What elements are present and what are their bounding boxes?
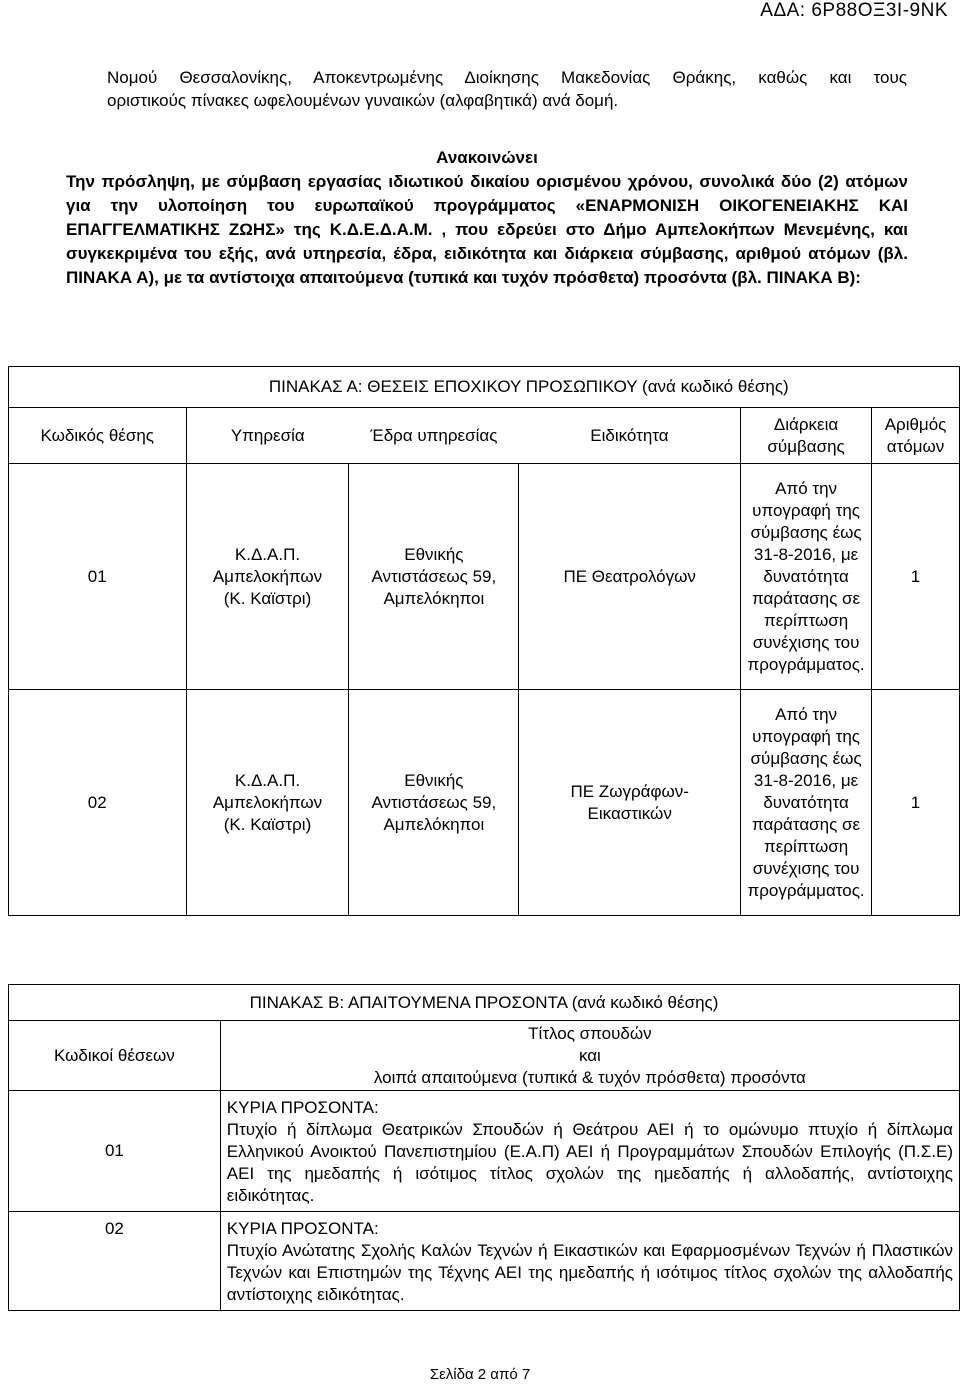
announcement-title: Ανακοινώνει xyxy=(436,148,538,167)
table-row xyxy=(9,464,960,690)
table-a-cell-duration: Από την υπογραφή της σύμβασης έως 31-8-2016, με δυνατότητα παράτασης σε περίπτωση συνέχισης του προγράμματος. xyxy=(741,690,872,916)
table-a-positions xyxy=(8,366,960,916)
table-a-title-spacer xyxy=(9,367,187,408)
table-a-header-specialty: Ειδικότητα xyxy=(519,408,741,464)
table-a-cell-seat: Εθνικής Αντιστάσεως 59, Αμπελόκηποι xyxy=(349,464,519,690)
table-b-cell-code: 02 xyxy=(9,1212,221,1311)
page-number: Σελίδα 2 από 7 xyxy=(429,1366,531,1383)
table-a-cell-count: 1 xyxy=(872,690,960,916)
table-b-cell-requirements xyxy=(220,1091,959,1212)
table-b-header-line-2: και xyxy=(578,1045,601,1065)
table-b-header-requirements xyxy=(220,1021,959,1091)
table-b-req-text: Πτυχίο ή δίπλωμα Θεατρικών Σπουδών ή Θεάτρου ΑΕΙ ή το ομώνυμο πτυχίο ή δίπλωμα Ελληνικού Ανοικτού Πανεπιστημίου (Ε.Α.Π) ΑΕΙ ή Προγραμμάτων Σπουδών Επιλογής (Π.Σ.Ε) ΑΕΙ της ημεδαπής ή ισότιμος τίτλος σχολών της ημεδαπής ή αλλοδαπής, αντίστοιχης ειδικότητας. xyxy=(226,1120,953,1205)
table-b-cell-requirements xyxy=(220,1212,959,1311)
table-row xyxy=(9,690,960,916)
table-a-header-duration: Διάρκεια σύμβασης xyxy=(741,408,872,464)
table-a-cell-specialty: ΠΕ Ζωγράφων-Εικαστικών xyxy=(519,690,741,916)
table-a-cell-code: 02 xyxy=(9,690,187,916)
table-a-header-code: Κωδικός θέσης xyxy=(9,408,187,464)
table-a-header-service: Υπηρεσία xyxy=(186,408,349,464)
table-b-req-label: ΚΥΡΙΑ ΠΡΟΣΟΝΤΑ: xyxy=(226,1219,379,1238)
table-a-title: ΠΙΝΑΚΑΣ Α: ΘΕΣΕΙΣ ΕΠΟΧΙΚΟΥ ΠΡΟΣΩΠΙΚΟΥ (ανά κωδικό θέσης) xyxy=(186,367,872,408)
table-a-cell-code: 01 xyxy=(9,464,187,690)
table-b-req-label: ΚΥΡΙΑ ΠΡΟΣΟΝΤΑ: xyxy=(226,1098,379,1117)
ada-code: ΑΔΑ: 6Ρ88ΟΞ3Ι-9ΝΚ xyxy=(760,0,948,21)
table-row xyxy=(9,1091,960,1212)
table-b-cell-code: 01 xyxy=(9,1091,221,1212)
table-a-header-seat: Έδρα υπηρεσίας xyxy=(349,408,519,464)
table-a-cell-count: 1 xyxy=(872,464,960,690)
announcement-paragraph: Την πρόσληψη, με σύμβαση εργασίας ιδιωτικού δικαίου ορισμένου χρόνου, συνολικά δύο (2) ατόμων για την υλοποίηση του ευρωπαϊκού προγράμματος «ΕΝΑΡΜΟΝΙΣΗ ΟΙΚΟΓΕΝΕΙΑΚΗΣ ΚΑΙ ΕΠΑΓΓΕΛΜΑΤΙΚΗΣ ΖΩΗΣ» της Κ.Δ.Ε.Δ.Α.Μ. , που εδρεύει στο Δήμο Αμπελοκήπων Μενεμένης, και συγκεκριμένα του εξής, ανά υπηρεσία, έδρα, ειδικότητα και διάρκεια σύμβασης, αριθμού ατόμων (βλ. ΠΙΝΑΚΑ Α), με τα αντίστοιχα απαιτούμενα (τυπικά και τυχόν πρόσθετα) προσόντα (βλ. ΠΙΝΑΚΑ Β): xyxy=(66,172,908,287)
intro-line-2: οριστικούς πίνακες ωφελουμένων γυναικών (αλφαβητικά) ανά δομή. xyxy=(107,91,619,110)
table-a-cell-specialty: ΠΕ Θεατρολόγων xyxy=(519,464,741,690)
table-a-header-count: Αριθμός ατόμων xyxy=(872,408,960,464)
table-b-header-codes: Κωδικοί θέσεων xyxy=(9,1021,221,1091)
table-b-title: ΠΙΝΑΚΑΣ Β: ΑΠΑΙΤΟΥΜΕΝΑ ΠΡΟΣΟΝΤΑ (ανά κωδικό θέσης) xyxy=(9,985,960,1021)
table-a-cell-seat: Εθνικής Αντιστάσεως 59, Αμπελόκηποι xyxy=(349,690,519,916)
intro-line-1: Νομού Θεσσαλονίκης, Αποκεντρωμένης Διοίκησης Μακεδονίας Θράκης, καθώς και τους xyxy=(107,68,907,87)
table-b-qualifications xyxy=(8,984,960,1311)
table-a-cell-service: Κ.Δ.Α.Π. Αμπελοκήπων (Κ. Καϊστρι) xyxy=(186,690,349,916)
table-b-header-line-3: λοιπά απαιτούμενα (τυπικά & τυχόν πρόσθετα) προσόντα xyxy=(373,1067,806,1087)
intro-paragraph xyxy=(107,66,907,112)
table-row xyxy=(9,1212,960,1311)
table-a-cell-service: Κ.Δ.Α.Π. Αμπελοκήπων (Κ. Καϊστρι) xyxy=(186,464,349,690)
announcement-block xyxy=(66,146,908,290)
table-a-title-spacer-right xyxy=(872,367,960,408)
table-a-cell-duration: Από την υπογραφή της σύμβασης έως 31-8-2016, με δυνατότητα παράτασης σε περίπτωση συνέχισης του προγράμματος. xyxy=(741,464,872,690)
table-b-header-line-1: Τίτλος σπουδών xyxy=(528,1023,652,1043)
table-b-req-text: Πτυχίο Ανώτατης Σχολής Καλών Τεχνών ή Εικαστικών και Εφαρμοσμένων Τεχνών ή Πλαστικών Τεχνών και Επιστημών της Τέχνης ΑΕΙ της ημεδαπής ή ισότιμος τίτλος σχολών της αλλοδαπής αντίστοιχης ειδικότητας. xyxy=(226,1241,953,1304)
